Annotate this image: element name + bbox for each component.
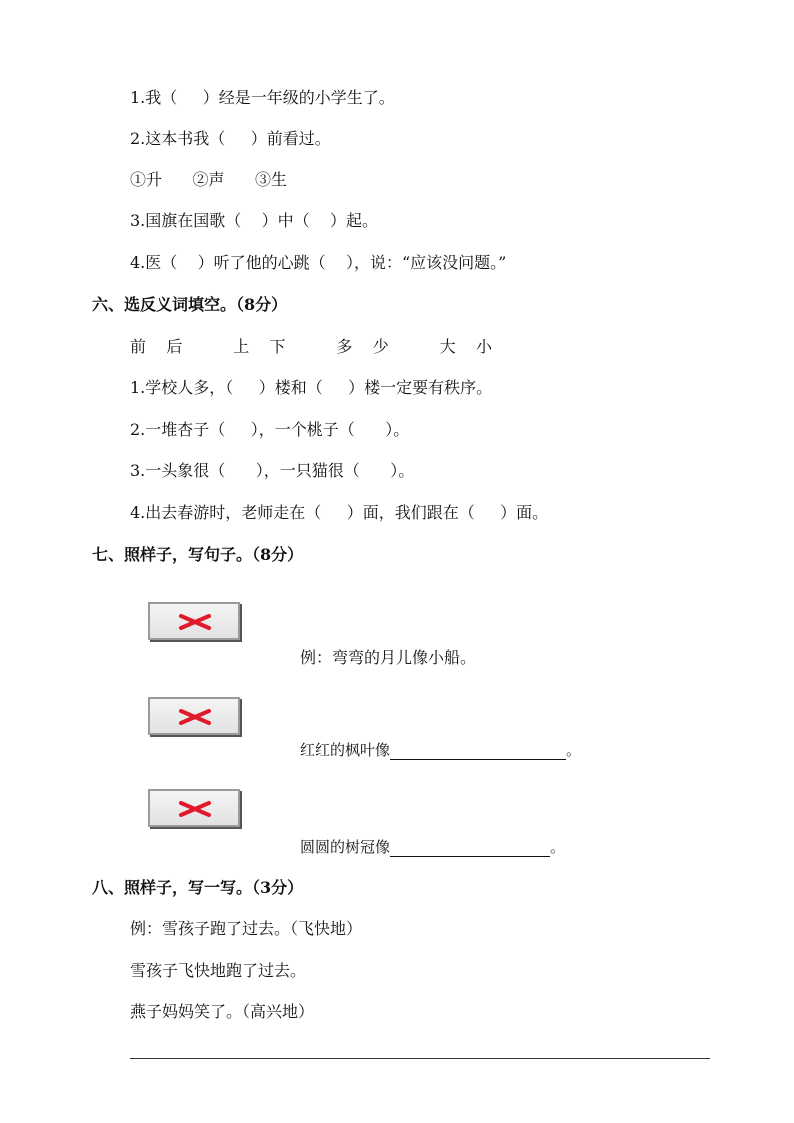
sec7-example: 例：弯弯的月儿像小船。 <box>300 648 477 667</box>
answer-line[interactable] <box>130 1058 710 1059</box>
sec6-q1: 1.学校人多，（ ）楼和（ ）楼一定要有秩序。 <box>130 378 493 397</box>
sentence-2-blank[interactable] <box>390 840 550 857</box>
broken-image-icon <box>178 613 212 631</box>
broken-image-1 <box>148 602 240 640</box>
broken-image-3 <box>148 789 240 827</box>
sentence-1-prefix: 红红的枫叶像 <box>300 741 391 759</box>
sec7-sentence-2 <box>300 837 565 857</box>
sec8-heading: 八、照样子，写一写。（3分） <box>92 878 304 897</box>
sec6-q4: 4.出去春游时，老师走在（ ）面，我们跟在（ ）面。 <box>130 503 549 522</box>
sec5-q3: 3.国旗在国歌（ ）中（ ）起。 <box>130 211 378 230</box>
sec8-answer: 雪孩子飞快地跑了过去。 <box>130 961 307 980</box>
sec5-q4: 4.医（ ）听了他的心跳（ ），说：“应该没问题。” <box>130 253 507 272</box>
broken-image-2 <box>148 697 240 735</box>
sec5-options: ①升 ②声 ③生 <box>130 170 288 189</box>
sec7-heading: 七、照样子，写句子。（8分） <box>92 545 304 564</box>
sentence-2-prefix: 圆圆的树冠像 <box>300 838 391 856</box>
sec5-q2: 2.这本书我（ ）前看过。 <box>130 129 331 148</box>
sec8-example: 例：雪孩子跑了过去。（飞快地） <box>130 919 363 938</box>
sec6-q2: 2.一堆杏子（ ），一个桃子（ ）。 <box>130 420 410 439</box>
sec7-sentence-1 <box>300 740 581 760</box>
sec6-word-pairs: 前 后 上 下 多 少 大 小 <box>130 337 492 356</box>
sec6-heading: 六、选反义词填空。（8分） <box>92 295 288 314</box>
sentence-2-suffix: 。 <box>550 838 566 856</box>
sec6-q3: 3.一头象很（ ），一只猫很（ ）。 <box>130 461 415 480</box>
sentence-1-suffix: 。 <box>566 741 582 759</box>
sentence-1-blank[interactable] <box>390 743 566 760</box>
broken-image-icon <box>178 708 212 726</box>
sec5-q1: 1.我（ ）经是一年级的小学生了。 <box>130 88 395 107</box>
broken-image-icon <box>178 800 212 818</box>
sec8-question: 燕子妈妈笑了。（高兴地） <box>130 1002 315 1021</box>
